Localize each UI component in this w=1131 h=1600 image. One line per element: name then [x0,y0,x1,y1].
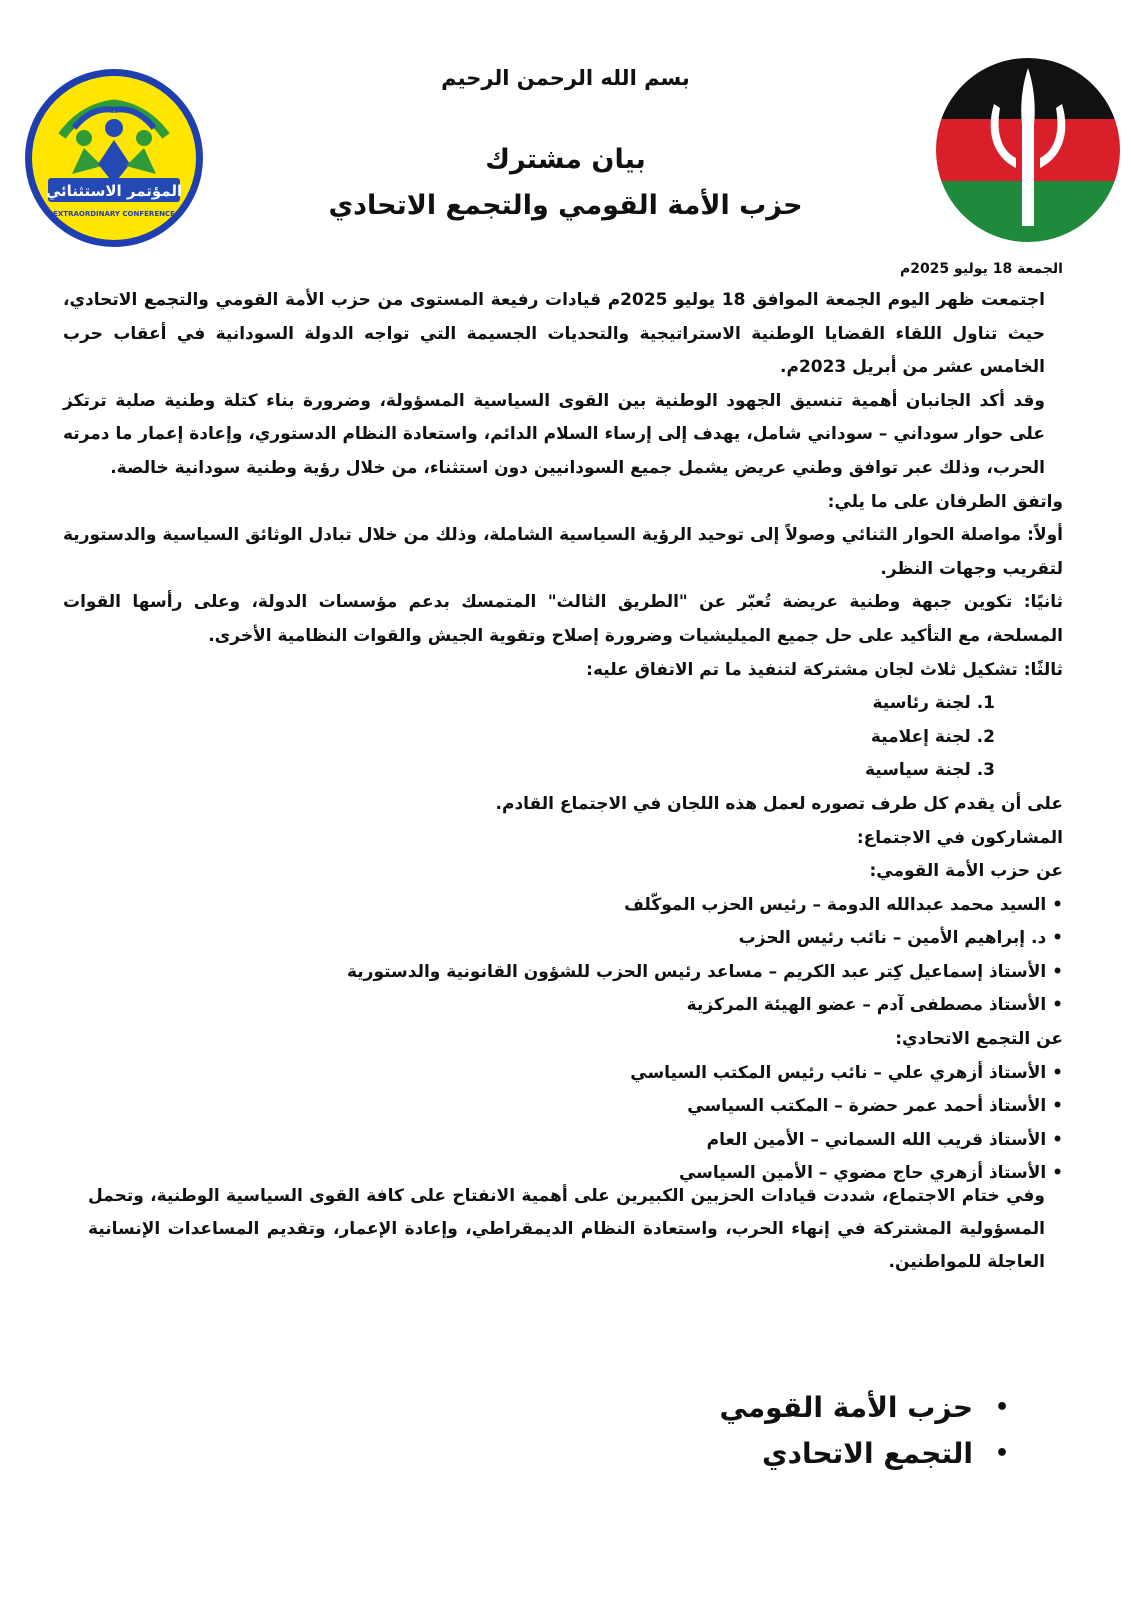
list-item: 2. لجنة إعلامية [870,726,995,747]
signatories [720,1385,1009,1477]
first-point: أولاً: مواصلة الحوار الثنائي وصولاً إلى توحيد الرؤية السياسية الشاملة، وذلك من خلال تبادل الوثائق السياسية والدستورية لتقريب وجهات النظر. [63,525,1063,579]
list-item: • الأستاذ مصطفى آدم – عضو الهيئة المركزية [63,989,1063,1023]
list-item: • د. إبراهيم الأمين – نائب رئيس الحزب [63,922,1063,956]
list-item: • الأستاذ أزهري حاج مضوي – الأمين السياسي [63,1157,1063,1191]
ittihadi-participants-heading: عن التجمع الاتحادي: [895,1029,1063,1050]
participants-heading: المشاركون في الاجتماع: [856,827,1063,848]
basmala: بسم الله الرحمن الرحيم [441,66,690,90]
umma-participants-list [63,889,1063,1023]
document-title: بيان مشترك [485,144,646,175]
second-point: ثانيًا: تكوين جبهة وطنية عريضة تُعبّر عن "الطريق الثالث" المتمسك بدعم مؤسسات الدولة، وعلى رأسها القوات المسلحة، مع التأكيد على حل جميع الميليشيات وضرورة إصلاح وتقوية الجيش والقوات النظامية الأخرى. [63,592,1063,646]
signatory-ittihadi: • التجمع الاتحادي [720,1431,1009,1477]
next-meeting-note: على أن يقدم كل طرف تصوره لعمل هذه اللجان في الاجتماع القادم. [495,793,1063,814]
statement-body [63,284,1063,1191]
list-item: 1. لجنة رئاسية [872,693,995,714]
logo-english-text: EXTRAORDINARY CONFERENCE [53,210,175,218]
document-date: الجمعة 18 يوليو 2025م [899,261,1063,277]
intro-paragraph: اجتمعت ظهر اليوم الجمعة الموافق 18 يوليو 2025م قيادات رفيعة المستوى من حزب الأمة القومي والتجمع الاتحادي، حيث تناول اللقاء القضايا الوطنية الاستراتيجية والتحديات الجسيمة التي تواجه الدولة السودانية في أعقاب حرب الخامس عشر من أبريل 2023م. [63,290,1045,378]
document-subtitle: حزب الأمة القومي والتجمع الاتحادي [328,190,803,221]
agreement-paragraph: وقد أكد الجانبان أهمية تنسيق الجهود الوطنية بين القوى السياسية المسؤولة، وضرورة بناء كتلة وطنية صلبة ترتكز على حوار سوداني – سوداني شامل، يهدف إلى إرساء السلام الدائم، واستعادة النظام الدستوري، وإعادة إعمار ما دمرته الحرب، وذلك عبر توافق وطني عريض يشمل جميع السودانيين دون استثناء، من خلال رؤية وطنية سودانية خالصة. [63,390,1045,478]
third-point: ثالثًا: تشكيل ثلاث لجان مشتركة لتنفيذ ما تم الاتفاق عليه: [586,659,1063,680]
list-item: • الأستاذ قريب الله السماني – الأمين العام [63,1124,1063,1158]
signatory-umma: • حزب الأمة القومي [720,1385,1009,1431]
umma-participants-heading: عن حزب الأمة القومي: [869,861,1063,882]
ittihadi-participants-list [63,1057,1063,1191]
list-item: 3. لجنة سياسية [864,760,995,781]
list-item: • الأستاذ أحمد عمر حضرة – المكتب السياسي [63,1090,1063,1124]
list-item: • الأستاذ إسماعيل كِتر عبد الكريم – مساعد رئيس الحزب للشؤون القانونية والدستورية [63,956,1063,990]
agreed-items-heading: واتفق الطرفان على ما يلي: [827,491,1063,512]
logo-arabic-text: المؤتمر الاستثنائي [45,182,183,200]
committees-list [63,687,1063,788]
list-item: • السيد محمد عبدالله الدومة – رئيس الحزب الموكّلف [63,889,1063,923]
closing-text: وفي ختام الاجتماع، شددت قيادات الحزبين الكبيرين على أهمية الانفتاح على كافة القوى السياسية الوطنية، وتحمل المسؤولية المشتركة في إنهاء الحرب، واستعادة النظام الديمقراطي، وإعادة الإعمار، وتقديم المساعدات الإنسانية العاجلة للمواطنين. [88,1186,1045,1272]
closing-paragraph [88,1180,1063,1279]
list-item: • الأستاذ أزهري علي – نائب رئيس المكتب السياسي [63,1057,1063,1091]
